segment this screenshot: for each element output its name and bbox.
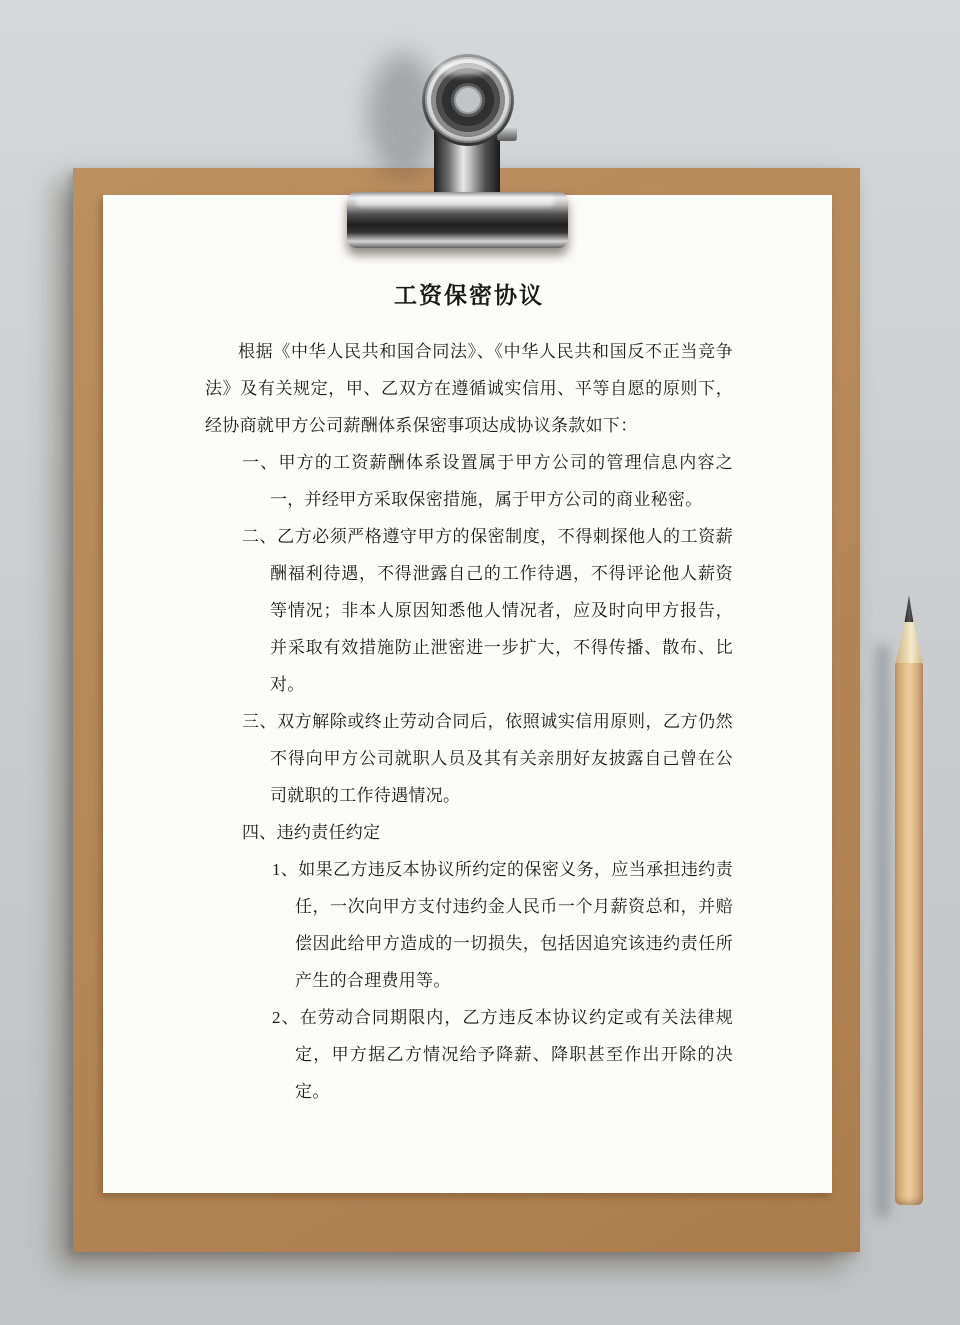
- pencil-wood-cone: [895, 622, 923, 665]
- clause-4-marker: 四、: [242, 823, 277, 842]
- clause-1: [205, 444, 733, 518]
- pencil-shaft: [895, 663, 923, 1205]
- clause-2: [205, 518, 733, 703]
- clause-2-text: 乙方必须严格遵守甲方的保密制度，不得刺探他人的工资薪酬福利待遇，不得泄露自己的工作待遇，不得评论他人薪资等情况；非本人原因知悉他人情况者，应及时向甲方报告，并采取有效措施防止泄密进一步扩大，不得传播、散布、比对。: [270, 527, 733, 694]
- clause-3: [205, 703, 733, 814]
- subclause-1-text: 如果乙方违反本协议所约定的保密义务，应当承担违约责任，一次向甲方支付违约金人民币一个月薪资总和，并赔偿因此给甲方造成的一切损失，包括因追究该违约责任所产生的合理费用等。: [295, 860, 734, 990]
- document-paper: [103, 195, 832, 1193]
- pencil: [895, 595, 923, 1205]
- subclause-1-marker: 1、: [272, 860, 299, 879]
- subclause-2-text: 在劳动合同期限内，乙方违反本协议约定或有关法律规定，甲方据乙方情况给予降薪、降职甚至作出开除的决定。: [295, 1008, 733, 1101]
- document-title: 工资保密协议: [394, 283, 544, 308]
- clause-4: [205, 814, 733, 851]
- pencil-shadow: [876, 645, 889, 1217]
- subclause-1: [205, 851, 733, 999]
- clipboard: [73, 168, 860, 1252]
- binder-clip-bar: [347, 192, 568, 248]
- clause-1-text: 甲方的工资薪酬体系设置属于甲方公司的管理信息内容之一，并经甲方采取保密措施，属于甲方公司的商业秘密。: [270, 453, 734, 509]
- clause-1-marker: 一、: [242, 453, 279, 472]
- binder-clip-ring: [422, 54, 514, 146]
- clause-4-text: 违约责任约定: [276, 823, 381, 842]
- subclause-2-marker: 2、: [272, 1008, 300, 1027]
- clause-2-marker: 二、: [242, 527, 278, 546]
- subclause-2: [205, 999, 733, 1110]
- document-body: [205, 195, 733, 1110]
- intro-paragraph: 根据《中华人民共和国合同法》、《中华人民共和国反不正当竞争法》及有关规定，甲、乙双方在遵循诚实信用、平等自愿的原则下，经协商就甲方公司薪酬体系保密事项达成协议条款如下：: [205, 342, 733, 435]
- clause-3-text: 双方解除或终止劳动合同后，依照诚实信用原则，乙方仍然不得向甲方公司就职人员及其有关亲朋好友披露自己曾在公司就职的工作待遇情况。: [270, 712, 733, 805]
- pencil-graphite-tip: [904, 595, 914, 626]
- clause-3-marker: 三、: [242, 712, 278, 731]
